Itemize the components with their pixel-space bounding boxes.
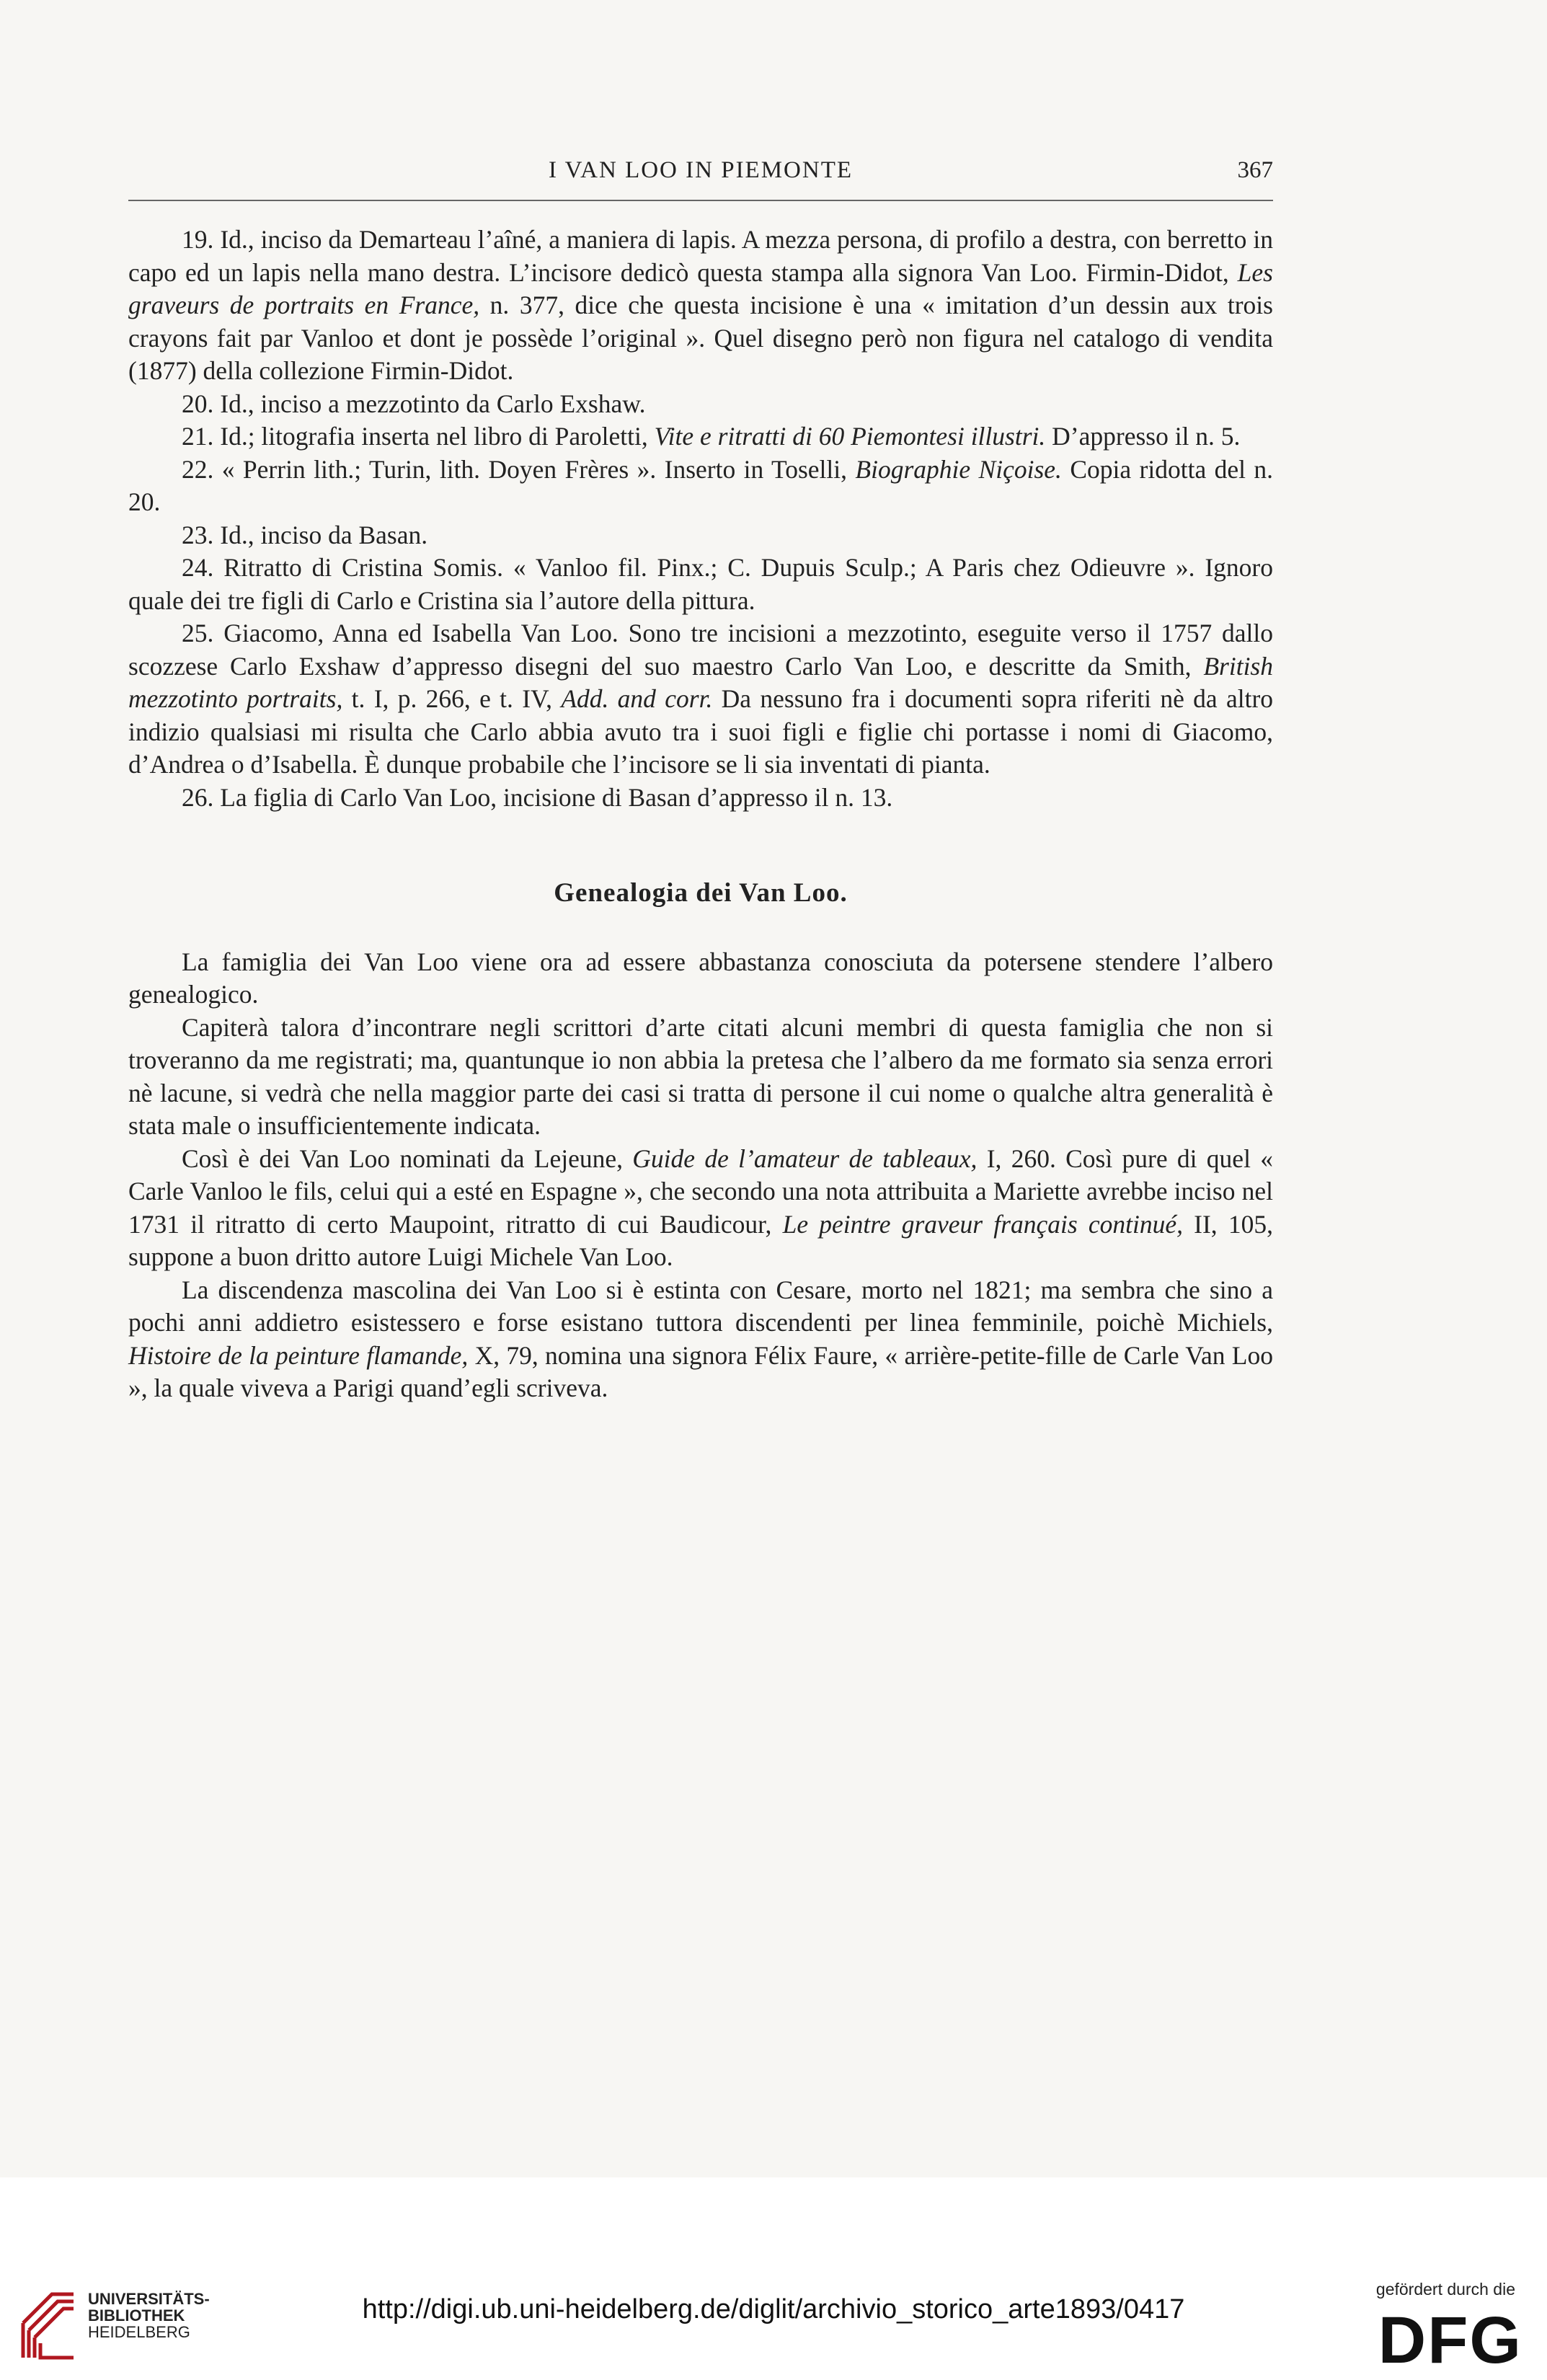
page-header <box>128 157 1273 186</box>
entry-23: 23. Id., inciso da Basan. <box>182 520 428 549</box>
section-title: Genealogia dei Van Loo. <box>554 878 848 908</box>
page-number: 367 <box>1237 157 1273 183</box>
entry-21: 21. Id.; litografia inserta nel libro di Paroletti, Vite e ritratti di 60 Piemontesi illustri. D’appresso il n. 5. <box>182 422 1241 451</box>
header-rule <box>128 200 1273 201</box>
entry-25: 25. Giacomo, Anna ed Isabella Van Loo. Sono tre incisioni a mezzotinto, eseguite verso il 1757 dallo scozzese Carlo Exshaw d’appresso disegni del suo maestro Carlo Van Loo, e descritte da Smith, British mezzotinto portraits, t. I, p. 266, e t. IV, Add. and corr. Da nessuno fra i documenti sopra riferiti nè da altro indizio qualsiasi mi risulta che Carlo abbia avuto tra i suoi figli e figlie chi portasse i nomi di Giacomo, d’Andrea o d’Isabella. È dunque probabile che l’incisore se li sia inventati di pianta. <box>128 619 1274 779</box>
funder-label: gefördert durch die <box>1375 2280 1515 2299</box>
running-title: I VAN LOO IN PIEMONTE <box>548 157 854 183</box>
paragraph-2: Capiterà talora d’incontrare negli scrittori d’arte citati alcuni membri di questa famiglia che non si troveranno da me registrati; ma, quantunque io non abbia la pretesa che l’albero da me formato sia senza errori nè lacune, si vedrà che nella maggior parte dei casi si tratta di persone il cui nome o qualche altra generalità è stata male o insufficientemente indicata. <box>128 1012 1273 1140</box>
entry-20: 20. Id., inciso a mezzotinto da Carlo Exshaw. <box>182 389 646 418</box>
paragraph-3: Così è dei Van Loo nominati da Lejeune, Guide de l’amateur de tableaux, I, 260. Così pure di quel « Carle Vanloo le fils, celui qui a esté en Espagne », che secondo una nota attribuita a Mariette avrebbe inciso nel 1731 il ritratto di certo Maupoint, ritratto di cui Baudicour, Le peintre graveur français continué, II, 105, suppone a buon dritto autore Luigi Michele Van Loo. <box>128 1143 1273 1271</box>
paragraph-1: La famiglia dei Van Loo viene ora ad essere abbastanza conosciuta da potersene stendere l’albero genealogico. <box>128 947 1273 1009</box>
page-body <box>128 224 1273 1405</box>
paragraph-4: La discendenza mascolina dei Van Loo si è estinta con Cesare, morto nel 1821; ma sembra che sino a pochi anni addietro esistessero e forse esistano tuttora discendenti per linea femminile, poichè Michiels, Histoire de la peinture flamande, X, 79, nomina una signora Félix Faure, « arrière-petite-fille de Carle Van Loo », la quale viveva a Parigi quand’egli scriveva. <box>128 1275 1273 1402</box>
source-url-link[interactable]: http://digi.ub.uni-heidelberg.de/diglit/archivio_storico_arte1893/0417 <box>362 2294 1185 2324</box>
digitization-footer <box>0 2177 1547 2380</box>
entry-24: 24. Ritratto di Cristina Somis. « Vanloo fil. Pinx.; C. Dupuis Sculp.; A Paris chez Odieuvre ». Ignoro quale dei tre figli di Carlo e Cristina sia l’autore della pittura. <box>128 553 1274 615</box>
dfg-logo: DFG <box>1378 2304 1522 2377</box>
entry-22: 22. « Perrin lith.; Turin, lith. Doyen Frères ». Inserto in Toselli, Biographie Niçoise. Copia ridotta del n. 20. <box>128 454 1273 516</box>
university-name: UNIVERSITÄTS- BIBLIOTHEK HEIDELBERG <box>88 2290 210 2341</box>
entry-26: 26. La figlia di Carlo Van Loo, incisione di Basan d’appresso il n. 13. <box>182 782 893 812</box>
entry-19: 19. Id., inciso da Demarteau l’aîné, a maniera di lapis. A mezza persona, di profilo a destra, con berretto in capo ed un lapis nella mano destra. L’incisore dedicò questa stampa alla signora Van Loo. Firmin-Didot, Les graveurs de portraits en France, n. 377, dice che questa incisione è una « imitation d’un dessin aux trois crayons fait par Vanloo et dont je possède l’original ». Quel disegno però non figura nel catalogo di vendita (1877) della collezione Firmin-Didot. <box>128 225 1274 385</box>
